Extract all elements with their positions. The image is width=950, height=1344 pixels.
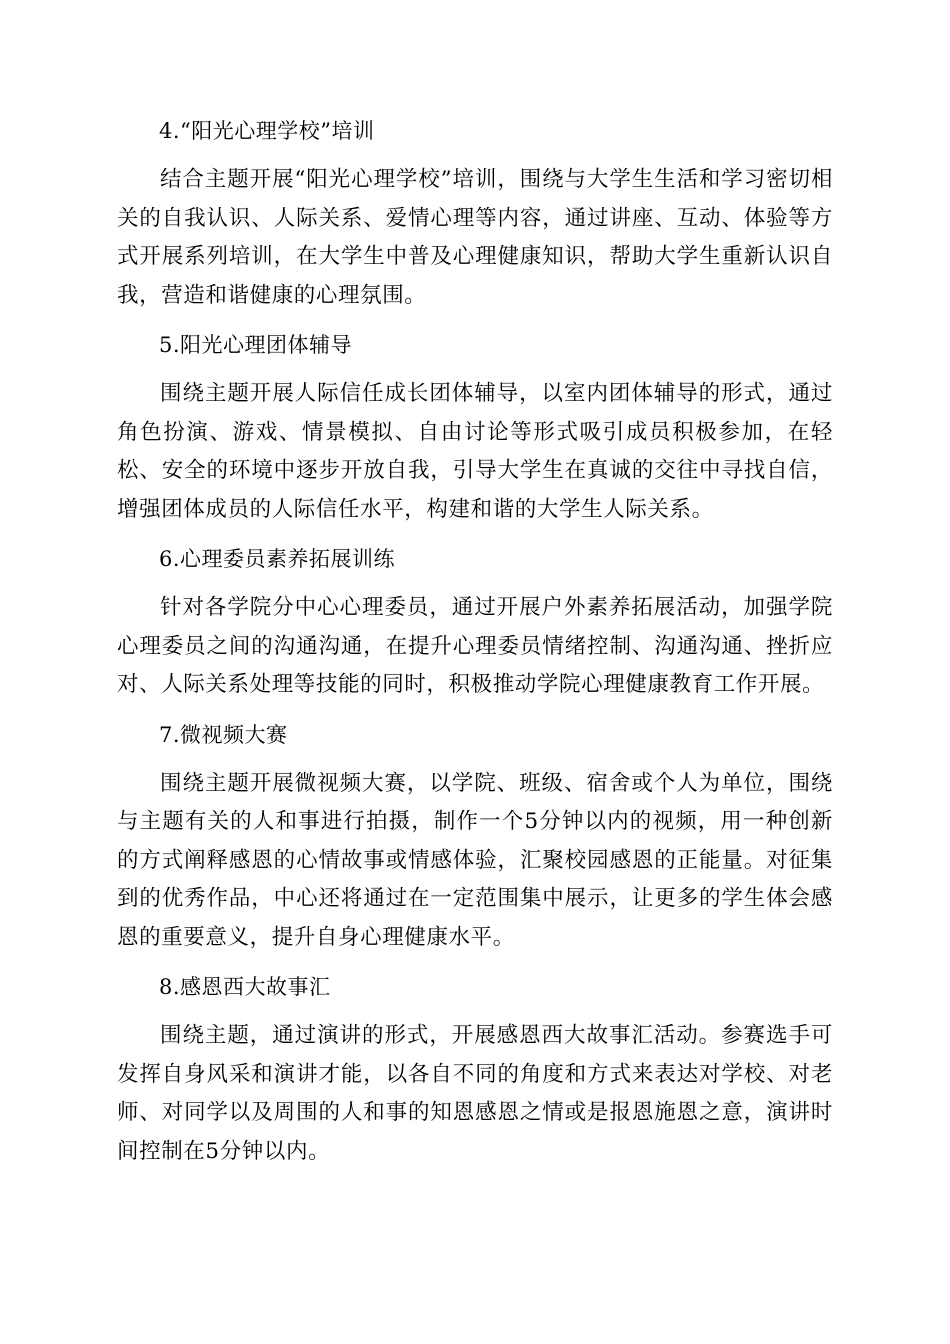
document-page xyxy=(117,112,833,1182)
section-heading: 7.微视频大赛 xyxy=(159,722,288,747)
section-heading: 4.“阳光心理学校”培训 xyxy=(159,119,375,143)
section-8 xyxy=(117,968,833,1171)
section-paragraph: 围绕主题开展微视频大赛，以学院、班级、宿舍或个人为单位，围绕与主题有关的人和事进行拍摄，制作一个5分钟以内的视频，用一种创新的方式阐释感恩的心情故事或情感体验，汇聚校园感恩的正能量。对征集到的优秀作品，中心还将通过在一定范围集中展示，让更多的学生体会感恩的重要意义，提升自身心理健康水平。 xyxy=(117,770,833,950)
section-heading: 6.心理委员素养拓展训练 xyxy=(159,547,396,571)
section-paragraph: 结合主题开展“阳光心理学校”培训，围绕与大学生生活和学习密切相关的自我认识、人际关系、爱情心理等内容，通过讲座、互动、体验等方式开展系列培训，在大学生中普及心理健康知识，帮助大学生重新认识自我，营造和谐健康的心理氛围。 xyxy=(117,167,833,308)
section-5 xyxy=(117,326,833,529)
section-7 xyxy=(117,716,833,958)
section-paragraph: 针对各学院分中心心理委员，通过开展户外素养拓展活动，加强学院心理委员之间的沟通沟通，在提升心理委员情绪控制、沟通沟通、挫折应对、人际关系处理等技能的同时，积极推动学院心理健康教育工作开展。 xyxy=(117,595,833,697)
section-heading: 5.阳光心理团体辅导 xyxy=(159,333,353,357)
section-paragraph: 围绕主题开展人际信任成长团体辅导，以室内团体辅导的形式，通过角色扮演、游戏、情景模拟、自由讨论等形式吸引成员积极参加，在轻松、安全的环境中逐步开放自我，引导大学生在真诚的交往中寻找自信，增强团体成员的人际信任水平，构建和谐的大学生人际关系。 xyxy=(117,381,833,522)
section-paragraph: 围绕主题，通过演讲的形式，开展感恩西大故事汇活动。参赛选手可发挥自身风采和演讲才能，以各自不同的角度和方式来表达对学校、对老师、对同学以及周围的人和事的知恩感恩之情或是报恩施恩之意，演讲时间控制在5分钟以内。 xyxy=(117,1023,833,1164)
section-4 xyxy=(117,112,833,315)
section-6 xyxy=(117,540,833,705)
section-heading: 8.感恩西大故事汇 xyxy=(159,975,331,999)
